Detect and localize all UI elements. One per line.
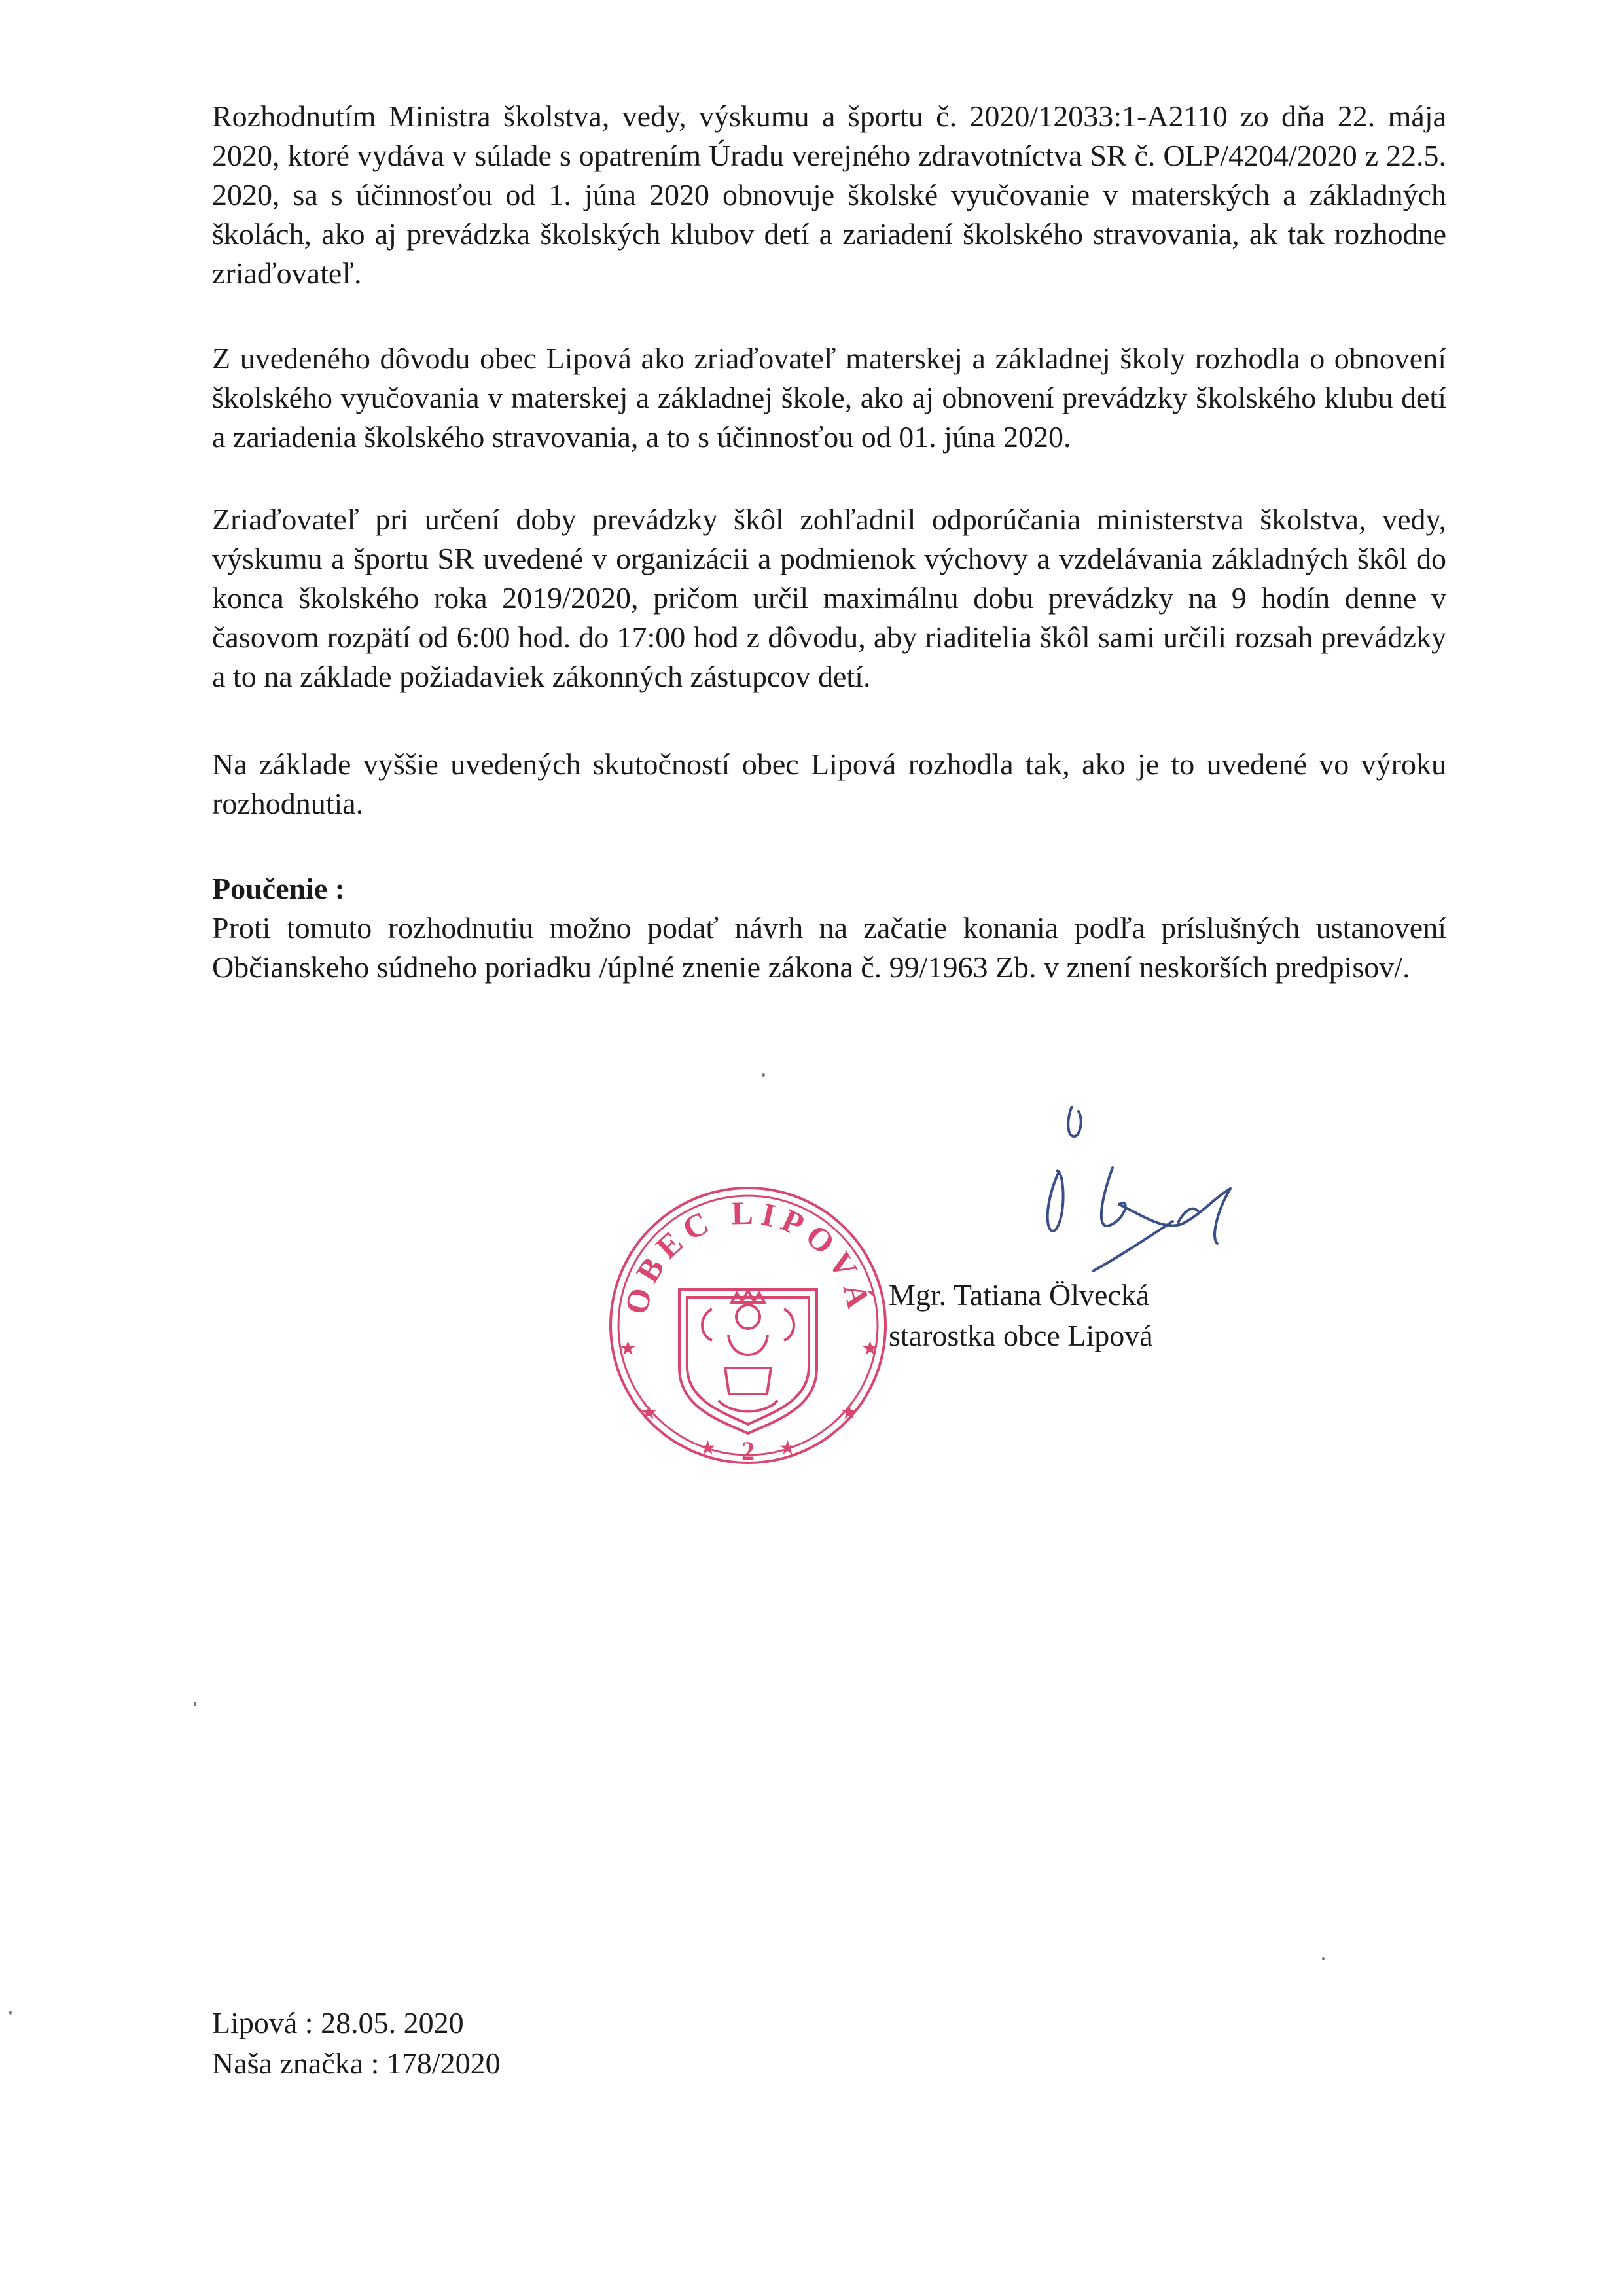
reference-number: Naša značka : 178/2020 bbox=[212, 2047, 501, 2080]
svg-text:OBEC LIPOVÁ: OBEC LIPOVÁ bbox=[617, 1194, 879, 1318]
paragraph-decision: Rozhodnutím Ministra školstva, vedy, výskumu a športu č. 2020/12033:1-A2110 zo dňa 22. mája 2020, ktoré vydáva v súlade s opatrením Úradu verejného zdravotníctva SR č. OLP/4204/2020 z 22.5. 2020, sa s účinnosťou od 1. júna 2020 obnovuje školské vyučovanie v materských a základných školách, ako aj prevádzka školských klubov detí a zariadení školského stravovania, ak tak rozhodne zriaďovateľ. bbox=[212, 99, 1446, 290]
footer-block bbox=[212, 2003, 501, 2084]
svg-text:★: ★ bbox=[619, 1337, 637, 1360]
svg-text:★: ★ bbox=[640, 1401, 658, 1424]
svg-text:★: ★ bbox=[840, 1401, 858, 1424]
instruction-heading: Poučenie : bbox=[212, 872, 346, 905]
place-date: Lipová : 28.05. 2020 bbox=[212, 2006, 464, 2039]
svg-text:2: 2 bbox=[741, 1436, 755, 1465]
svg-text:★: ★ bbox=[699, 1437, 717, 1460]
signer-role: starostka obce Lipová bbox=[889, 1319, 1153, 1352]
handwritten-signature bbox=[1021, 1106, 1322, 1276]
paragraph-operating-hours: Zriaďovateľ pri určení doby prevádzky škôl zohľadnil odporúčania ministerstva školstva, vedy, výskumu a športu SR uvedené v organizácii a podmienok výchovy a vzdelávania základných škôl do konca školského roka 2019/2020, pričom určil maximálnu dobu prevádzky na 9 hodín denne v časovom rozpätí od 6:00 hod. do 17:00 hod z dôvodu, aby riaditelia škôl sami určili rozsah prevádzky a to na základe požiadaviek zákonných zástupcov detí. bbox=[212, 503, 1446, 693]
paragraph-reason: Z uvedeného dôvodu obec Lipová ako zriaďovateľ materskej a základnej školy rozhodla o obnovení školského vyučovania v materskej a základnej škole, ako aj obnovení prevádzky školského klubu detí a zariadenia školského stravovania, a to s účinnosťou od 01. júna 2020. bbox=[212, 342, 1446, 454]
scan-speck bbox=[1322, 1957, 1325, 1960]
signer-name: Mgr. Tatiana Ölvecká bbox=[889, 1278, 1150, 1312]
scan-speck bbox=[9, 2011, 12, 2015]
scan-speck bbox=[762, 1073, 765, 1077]
svg-text:★: ★ bbox=[861, 1337, 879, 1360]
svg-text:★: ★ bbox=[779, 1437, 796, 1460]
signer-block bbox=[889, 1275, 1153, 1356]
instruction-text: Proti tomuto rozhodnutiu možno podať návrh na začatie konania podľa príslušných ustanovení Občianskeho súdneho poriadku /úplné znenie zákona č. 99/1963 Zb. v znení neskorších predpisov/. bbox=[212, 911, 1446, 984]
scan-speck bbox=[194, 1702, 196, 1706]
official-stamp bbox=[607, 1172, 889, 1479]
paragraph-conclusion: Na základe vyššie uvedených skutočností obec Lipová rozhodla tak, ako je to uvedené vo výroku rozhodnutia. bbox=[212, 747, 1446, 820]
